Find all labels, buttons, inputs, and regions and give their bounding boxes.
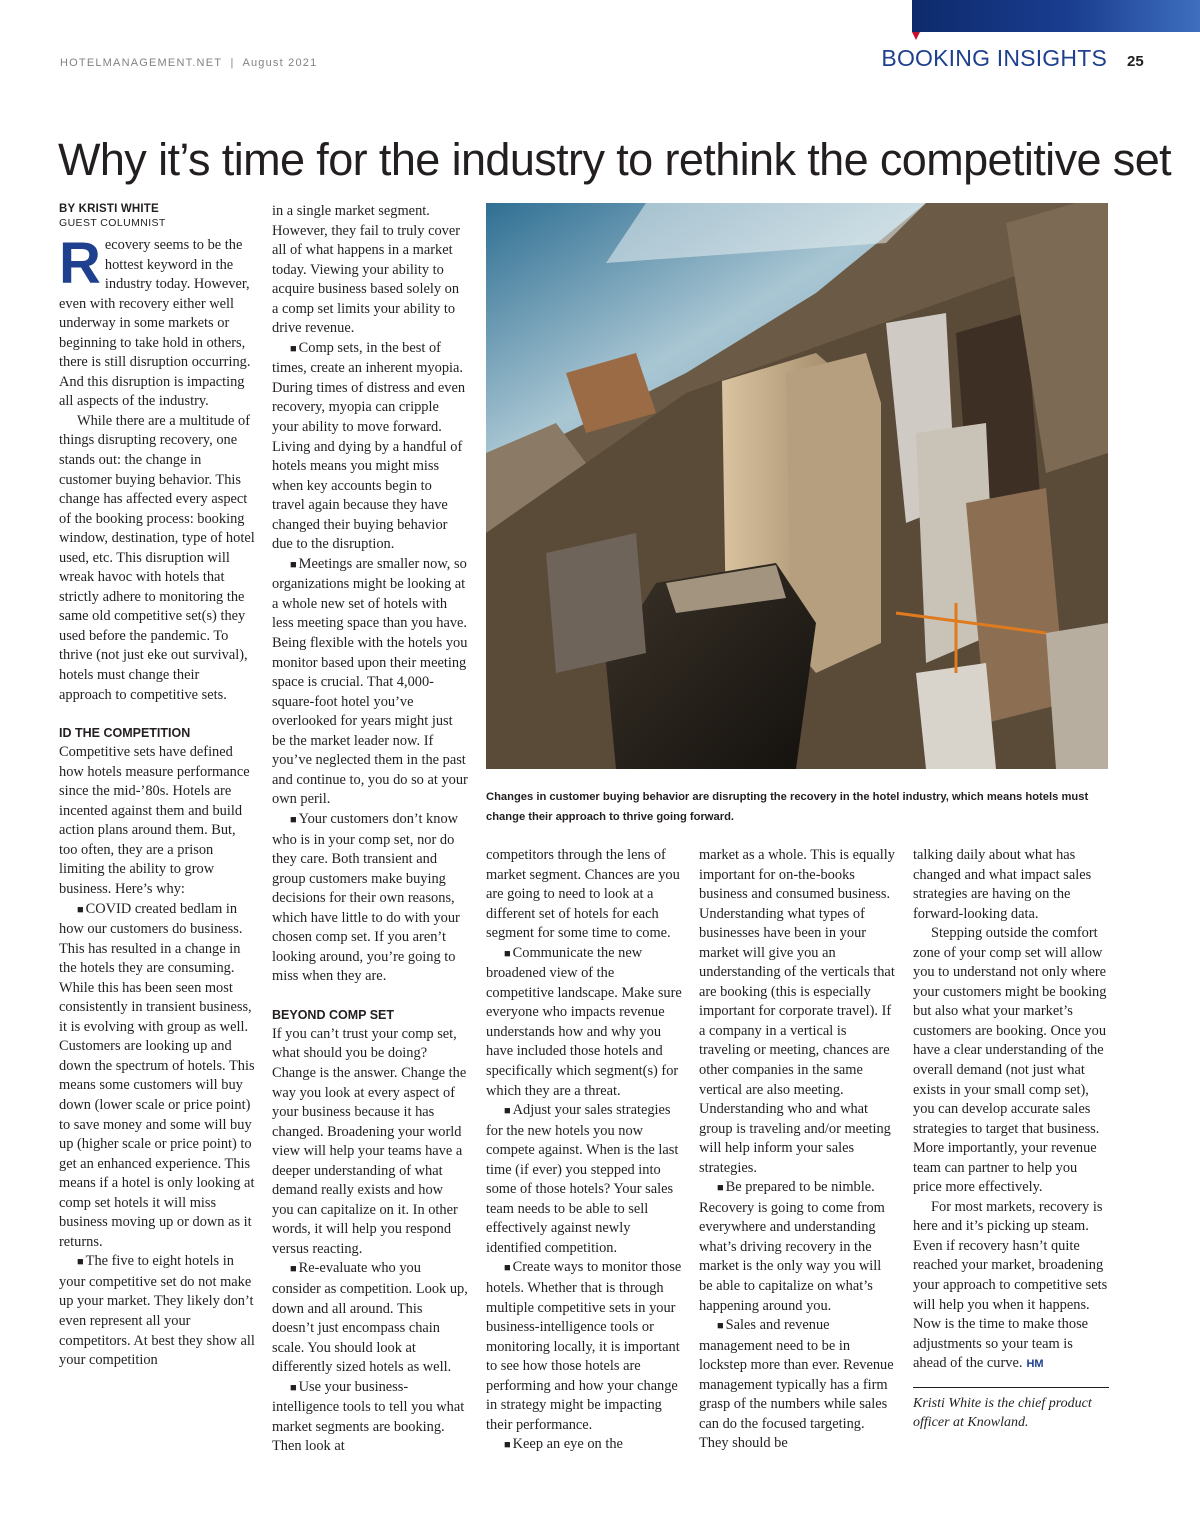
bullet-text: Adjust your sales strategies for the new hotels you now compete against. When is the last time (if ever) you stepped into some of those hotels? Your sales team needs to be able to sell effectively against newly identified competition. [486,1102,679,1256]
header-color-bar [912,0,1200,32]
bullet-paragraph [272,810,468,987]
end-mark: HM [1026,1358,1044,1371]
page-number: 25 [1127,53,1144,70]
subhead-id-the-competition: ID THE COMPETITION [59,726,191,741]
bullet-text: Meetings are smaller now, so organizations might be looking at a whole new set of hotels with less meeting space than you have. Being flexible with the hotels you monitor based upon their meeting space is crucial. That 4,000-square-foot hotel you’ve overlooked for years might just be the market leader now. If you’ve neglected them in the past and continue to, you do so at your own peril. [272,555,468,808]
square-bullet-icon: ■ [290,558,297,571]
square-bullet-icon: ■ [77,903,84,916]
bullet-paragraph [699,1178,895,1316]
bullet-text: Create ways to monitor those hotels. Whether that is through multiple competitive sets in your business-intelligence tools or monitoring locally, it is important to see how those hotels are performing and how your change in strategy might be impacting their performance. [486,1259,682,1433]
bullet-text: Re-evaluate who you consider as competition. Look up, down and all around. This doesn’t just encompass chain scale. You should look at differently sized hotels as well. [272,1260,468,1376]
bullet-text: Keep an eye on the [512,1436,623,1453]
bullet-paragraph [272,1259,468,1377]
paragraph: While there are a multitude of things disrupting recovery, one stands out: the change in customer buying behavior. This change has affected every aspect of the booking process: booking window, destination, type of hotel used, etc. This disruption will wreak havoc with hotels that strictly adhere to monitoring the same old competitive set(s) they used before the pandemic. To thrive (not just eke out survival), hotels must change their approach to competitive sets. [59,412,255,703]
article-column-1 [59,202,255,1371]
bullet-paragraph [59,1252,255,1370]
bullet-paragraph [699,1316,895,1454]
publication-name: HOTELMANAGEMENT.NET [60,57,222,69]
square-bullet-icon: ■ [77,1256,84,1269]
byline: BY KRISTI WHITE [59,203,159,215]
bullet-text: Your customers don’t know who is in your comp set, nor do they care. Both transient and group customers make buying decisions for their own reasons, which have little to do with your chosen comp set. If you aren’t looking around, you’re going to miss when they are. [272,810,460,985]
paragraph-text: ecovery seems to be the hottest keyword in the industry today. However, even with recovery either well underway in some markets or beginning to take hold in others, there is still disruption occurring. And this disruption is impacting all aspects of the industry. [59,237,251,410]
author-bio: Kristi White is the chief product officer at Knowland. [913,1395,1092,1431]
paragraph: competitors through the lens of market segment. Chances are you are going to need to look at a different set of hotels for each segment for some time to come. [486,847,680,942]
paragraph: If you can’t trust your comp set, what should you be doing? Change is the answer. Change the way you look at every aspect of your business because it has changed. Broadening your world view will help your teams have a deeper understanding of what demand really exists and how you can capitalize on it. In other words, it will help you respond versus reacting. [272,1025,467,1257]
bullet-text: Sales and revenue management need to be in lockstep more than ever. Revenue management typically has a firm grasp of the numbers while sales can do the focused targeting. They should be [699,1317,894,1452]
square-bullet-icon: ■ [504,1262,511,1275]
city-aerial-illustration [486,203,1108,769]
bullet-paragraph [272,1378,468,1457]
folio-separator: | [230,57,235,69]
square-bullet-icon: ■ [290,342,297,355]
bullet-paragraph [486,944,682,1101]
paragraph-text: For most markets, recovery is here and it’s picking up steam. Even if recovery hasn’t quite reached your market, broadening your approach to competitive sets will help you when it happens. Now is the time to make those adjustments so your team is ahead of the curve. [913,1198,1108,1372]
bullet-text: COVID created bedlam in how our customers do business. This has resulted in a change in the hotels they are consuming. While this has been seen most consistently in transient business, it is evolving with group as well. Customers are looking up and down the spectrum of hotels. This means some customers will buy down (lower scale or price point) to save money and some will buy up (higher scale or price point) to get an enhanced experience. This means if a hotel is only looking at comp set hotels it will miss business moving up or down as it returns. [59,900,255,1250]
bullet-paragraph [59,900,255,1253]
photo-caption: Changes in customer buying behavior are disrupting the recovery in the hotel industry, which means hotels must change their approach to thrive going forward. [486,791,1089,823]
bullet-text: Be prepared to be nimble. Recovery is going to come from everywhere and understanding what’s driving recovery in the market is the only way you will be able to capitalize on what’s happening around you. [699,1179,885,1314]
paragraph: Stepping outside the comfort zone of your comp set will allow you to understand not only where your customers might be booking but also what your market’s customers are booking. Once you have a clear understanding of the overall demand (not just what exists in your small comp set), you can develop accurate sales strategies to target that business. More importantly, your revenue team can partner to help you price more effectively. [913,925,1107,1196]
issue-date: August 2021 [242,57,318,69]
paragraph [59,231,255,412]
square-bullet-icon: ■ [290,813,297,826]
subhead-beyond-comp-set: BEYOND COMP SET [272,1007,395,1022]
article-column-5 [913,846,1109,1433]
article-column-2 [272,202,468,1457]
author-bio-divider [913,1387,1109,1433]
building-white-front [916,663,996,769]
square-bullet-icon: ■ [290,1263,297,1276]
paragraph: Competitive sets have defined how hotels measure performance since the mid-’80s. Hotels are incented against them and build action plans around them. But, too often, they are a prison limiting the ability to grow business. Here’s why: [59,744,250,897]
folio [60,57,317,69]
section-title: BOOKING INSIGHTS [881,45,1107,71]
bullet-paragraph [486,1101,682,1258]
building-far-right [1046,623,1108,769]
bullet-text: Comp sets, in the best of times, create an inherent myopia. During times of distress and even recovery, myopia can cripple your ability to move forward. Living and dying by a handful of hotels means you might miss when key accounts begin to travel again because they have changed their buying behavior due to the disruption. [272,339,466,553]
square-bullet-icon: ■ [504,1105,511,1118]
bullet-paragraph [272,339,468,555]
article-headline: Why it’s time for the industry to rethink the competitive set [58,134,1172,185]
city-aerial-photo [486,203,1108,769]
paragraph: talking daily about what has changed and what impact sales strategies are having on the forward-looking data. [913,847,1092,922]
square-bullet-icon: ■ [717,1182,724,1195]
paragraph [913,1198,1109,1375]
square-bullet-icon: ■ [290,1381,297,1394]
paragraph: in a single market segment. However, they fail to truly cover all of what happens in a market today. Viewing your ability to acquire business based solely on a comp set limits your ability to drive revenue. [272,203,461,337]
bullet-paragraph [486,1258,682,1435]
byline-role: GUEST COLUMNIST [59,217,166,229]
square-bullet-icon: ■ [504,947,511,960]
bullet-text: Use your business-intelligence tools to tell you what market segments are booking. Then look at [272,1378,465,1455]
article-column-4 [699,846,895,1454]
square-bullet-icon: ■ [717,1320,724,1333]
article-column-3 [486,846,682,1456]
drop-cap: R [59,231,101,296]
bullet-paragraph [272,555,468,810]
header-red-tick [912,32,920,40]
bullet-paragraph [486,1435,682,1456]
paragraph: market as a whole. This is equally important for on-the-books business and consumed business. Understanding what types of businesses have been in your market will give you an understanding of the verticals that are booking (this is especially important for corporate travel). If a company in a vertical is traveling or meeting, chances are other companies in the same vertical are also meeting. Understanding who and what group is traveling and/or meeting will help inform your sales strategies. [699,847,895,1176]
bullet-text: The five to eight hotels in your competitive set do not make up your market. They likely don’t even represent all your competitors. At best they show all your competition [59,1253,255,1369]
bullet-text: Communicate the new broadened view of the competitive landscape. Make sure everyone who impacts revenue understands how and why you have included those hotels and specifically which segment(s) for which they are a threat. [486,944,682,1099]
square-bullet-icon: ■ [504,1439,511,1452]
building-low-left [546,533,646,673]
